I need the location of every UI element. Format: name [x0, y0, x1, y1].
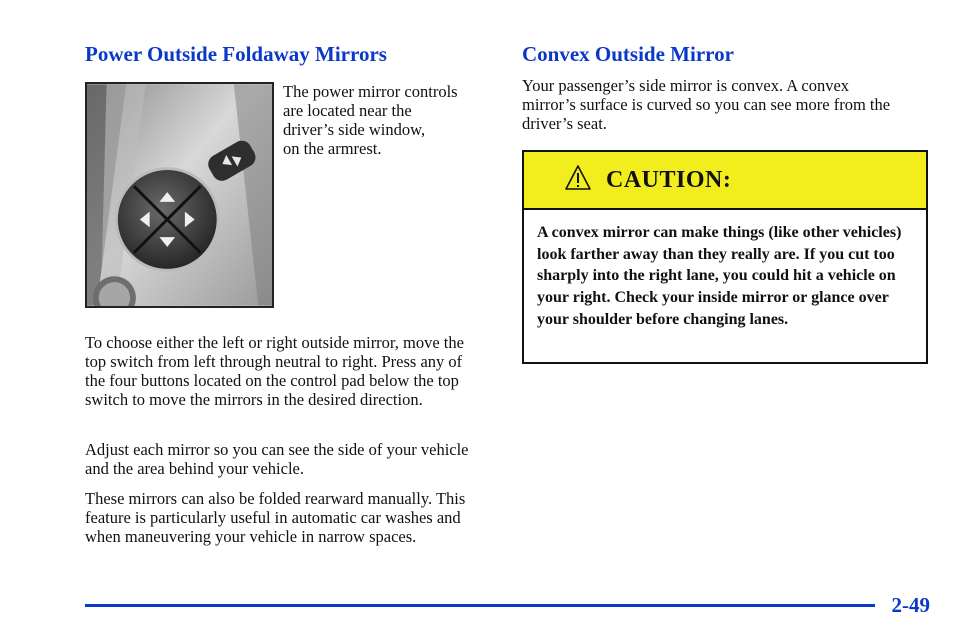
- body-paragraph: These mirrors can also be folded rearward manually. This feature is particularly useful in automatic car washes and when maneuvering your vehicle in narrow spaces.: [85, 489, 466, 546]
- caption-line: are located near the: [283, 101, 412, 120]
- caption-line: The power mirror controls: [283, 82, 458, 101]
- caption-line: on the armrest.: [283, 139, 382, 158]
- mirror-control-illustration: [87, 84, 272, 306]
- body-paragraph: Adjust each mirror so you can see the side of your vehicle and the area behind your vehicle.: [85, 440, 469, 478]
- mirror-control-photo: [85, 82, 274, 308]
- caution-text: A convex mirror can make things (like other vehicles) look farther away than they really are. If you cut too sharply into the right lane, you could hit a vehicle on your right. Check your inside mirror or glance over your shoulder before changing lanes.: [537, 224, 902, 328]
- section-heading-power-mirrors: Power Outside Foldaway Mirrors: [85, 42, 387, 66]
- body-paragraph: Your passenger’s side mirror is convex. A convex mirror’s surface is curved so you can see more from the driver’s seat.: [522, 76, 891, 133]
- body-paragraph: To choose either the left or right outside mirror, move the top switch from left through neutral to right. Press any of the four buttons located on the control pad below the top switch to move the mirrors in the desired direction.: [85, 333, 464, 409]
- warning-triangle-icon: [564, 164, 592, 192]
- caution-header: [524, 152, 926, 210]
- page-number: 2-49: [891, 593, 930, 617]
- footer-rule: [85, 604, 875, 607]
- section-heading-convex-mirror: Convex Outside Mirror: [522, 42, 734, 66]
- caution-box: [522, 150, 928, 364]
- caption-line: driver’s side window,: [283, 120, 426, 139]
- caution-title: CAUTION:: [606, 167, 732, 193]
- photo-caption: [283, 82, 483, 158]
